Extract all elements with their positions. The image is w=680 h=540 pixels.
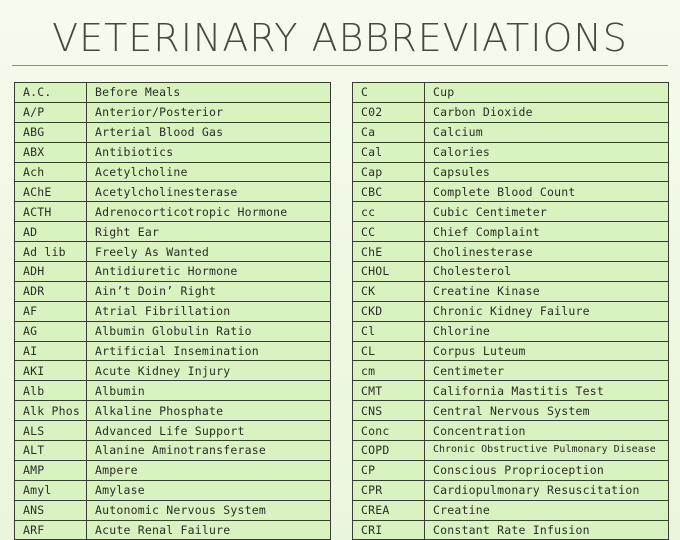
table-row bbox=[15, 83, 331, 103]
abbreviation-cell: C02 bbox=[353, 102, 425, 122]
meaning-cell: Cardiopulmonary Resuscitation bbox=[425, 480, 669, 500]
meaning-cell: Alanine Aminotransferase bbox=[87, 441, 331, 461]
page-title: VETERINARY ABBREVIATIONS bbox=[52, 16, 628, 60]
meaning-cell: Ampere bbox=[87, 460, 331, 480]
meaning-cell: Chronic Obstructive Pulmonary Disease bbox=[425, 441, 669, 461]
abbreviation-cell: AChE bbox=[15, 182, 87, 202]
abbreviation-cell: AI bbox=[15, 341, 87, 361]
meaning-cell: Calories bbox=[425, 142, 669, 162]
abbreviation-cell: ADR bbox=[15, 281, 87, 301]
abbreviation-cell: A.C. bbox=[15, 83, 87, 103]
abbreviation-table-right bbox=[352, 82, 669, 540]
table-row bbox=[15, 242, 331, 262]
table-row bbox=[15, 122, 331, 142]
abbreviation-cell: A/P bbox=[15, 102, 87, 122]
meaning-cell: California Mastitis Test bbox=[425, 381, 669, 401]
abbreviation-cell: CMT bbox=[353, 381, 425, 401]
meaning-cell: Artificial Insemination bbox=[87, 341, 331, 361]
abbreviation-cell: AMP bbox=[15, 460, 87, 480]
meaning-cell: Advanced Life Support bbox=[87, 421, 331, 441]
abbreviation-cell: CHOL bbox=[353, 262, 425, 282]
table-row bbox=[15, 361, 331, 381]
abbreviation-cell: Conc bbox=[353, 421, 425, 441]
abbreviation-cell: AG bbox=[15, 321, 87, 341]
table-row bbox=[353, 242, 669, 262]
table-row bbox=[15, 480, 331, 500]
meaning-cell: Cubic Centimeter bbox=[425, 202, 669, 222]
abbreviation-cell: Alk Phos bbox=[15, 401, 87, 421]
abbreviation-cell: CC bbox=[353, 222, 425, 242]
meaning-cell: Right Ear bbox=[87, 222, 331, 242]
meaning-cell: Complete Blood Count bbox=[425, 182, 669, 202]
table-row bbox=[353, 281, 669, 301]
meaning-cell: Calcium bbox=[425, 122, 669, 142]
table-row bbox=[353, 262, 669, 282]
abbreviation-cell: CL bbox=[353, 341, 425, 361]
meaning-cell: Amylase bbox=[87, 480, 331, 500]
table-row bbox=[15, 162, 331, 182]
table-row bbox=[15, 142, 331, 162]
table-row bbox=[15, 421, 331, 441]
meaning-cell: Autonomic Nervous System bbox=[87, 500, 331, 520]
meaning-cell: Albumin Globulin Ratio bbox=[87, 321, 331, 341]
meaning-cell: Cholinesterase bbox=[425, 242, 669, 262]
abbreviation-cell: Cap bbox=[353, 162, 425, 182]
meaning-cell: Capsules bbox=[425, 162, 669, 182]
abbreviation-cell: Ad lib bbox=[15, 242, 87, 262]
abbreviation-cell: ALT bbox=[15, 441, 87, 461]
meaning-cell: Acetylcholinesterase bbox=[87, 182, 331, 202]
meaning-cell: Albumin bbox=[87, 381, 331, 401]
table-row bbox=[15, 202, 331, 222]
table-row bbox=[353, 520, 669, 540]
abbreviation-cell: CREA bbox=[353, 500, 425, 520]
table-row bbox=[353, 301, 669, 321]
table-row bbox=[353, 162, 669, 182]
table-row bbox=[15, 102, 331, 122]
meaning-cell: Creatine Kinase bbox=[425, 281, 669, 301]
table-row bbox=[353, 460, 669, 480]
abbreviation-cell: Ach bbox=[15, 162, 87, 182]
table-row bbox=[15, 441, 331, 461]
table-row bbox=[15, 520, 331, 540]
meaning-cell: Freely As Wanted bbox=[87, 242, 331, 262]
abbreviation-cell: Cl bbox=[353, 321, 425, 341]
table-row bbox=[15, 281, 331, 301]
abbreviation-cell: CP bbox=[353, 460, 425, 480]
abbreviation-table-left bbox=[14, 82, 331, 540]
meaning-cell: Conscious Proprioception bbox=[425, 460, 669, 480]
abbreviation-cell: ChE bbox=[353, 242, 425, 262]
meaning-cell: Central Nervous System bbox=[425, 401, 669, 421]
abbreviation-cell: COPD bbox=[353, 441, 425, 461]
meaning-cell: Cholesterol bbox=[425, 262, 669, 282]
table-row bbox=[353, 222, 669, 242]
abbreviation-cell: ALS bbox=[15, 421, 87, 441]
table-row bbox=[353, 401, 669, 421]
abbreviation-cell: CNS bbox=[353, 401, 425, 421]
meaning-cell: Cup bbox=[425, 83, 669, 103]
meaning-cell: Antibiotics bbox=[87, 142, 331, 162]
table-row bbox=[353, 321, 669, 341]
abbreviation-cell: cm bbox=[353, 361, 425, 381]
meaning-cell: Atrial Fibrillation bbox=[87, 301, 331, 321]
meaning-cell: Creatine bbox=[425, 500, 669, 520]
table-row bbox=[353, 202, 669, 222]
meaning-cell: Before Meals bbox=[87, 83, 331, 103]
meaning-cell: Constant Rate Infusion bbox=[425, 520, 669, 540]
meaning-cell: Acute Kidney Injury bbox=[87, 361, 331, 381]
table-row bbox=[353, 500, 669, 520]
table-row bbox=[15, 262, 331, 282]
table-row bbox=[15, 460, 331, 480]
table-row bbox=[353, 102, 669, 122]
abbreviation-cell: CBC bbox=[353, 182, 425, 202]
abbreviation-cell: CPR bbox=[353, 480, 425, 500]
table-row bbox=[353, 182, 669, 202]
meaning-cell: Concentration bbox=[425, 421, 669, 441]
table-row bbox=[353, 83, 669, 103]
abbreviation-cell: Cal bbox=[353, 142, 425, 162]
table-row bbox=[353, 341, 669, 361]
table-row bbox=[15, 182, 331, 202]
abbreviation-cell: CKD bbox=[353, 301, 425, 321]
abbreviation-cell: cc bbox=[353, 202, 425, 222]
table-row bbox=[353, 122, 669, 142]
abbreviation-cell: CK bbox=[353, 281, 425, 301]
abbreviation-cell: Amyl bbox=[15, 480, 87, 500]
table-row bbox=[353, 421, 669, 441]
table-row bbox=[15, 401, 331, 421]
abbreviation-cell: ANS bbox=[15, 500, 87, 520]
meaning-cell: Centimeter bbox=[425, 361, 669, 381]
abbreviation-cell: ARF bbox=[15, 520, 87, 540]
abbreviation-cell: ACTH bbox=[15, 202, 87, 222]
meaning-cell: Chlorine bbox=[425, 321, 669, 341]
abbreviation-cell: AKI bbox=[15, 361, 87, 381]
table-row bbox=[353, 381, 669, 401]
abbreviation-cell: ABG bbox=[15, 122, 87, 142]
abbreviation-cell: CRI bbox=[353, 520, 425, 540]
table-row bbox=[353, 361, 669, 381]
abbreviation-cell: C bbox=[353, 83, 425, 103]
table-row bbox=[353, 142, 669, 162]
meaning-cell: Acetylcholine bbox=[87, 162, 331, 182]
table-row bbox=[353, 441, 669, 461]
meaning-cell: Alkaline Phosphate bbox=[87, 401, 331, 421]
meaning-cell: Arterial Blood Gas bbox=[87, 122, 331, 142]
abbreviation-cell: Ca bbox=[353, 122, 425, 142]
table-row bbox=[353, 480, 669, 500]
abbreviation-cell: ADH bbox=[15, 262, 87, 282]
meaning-cell: Anterior/Posterior bbox=[87, 102, 331, 122]
meaning-cell: Ain’t Doin’ Right bbox=[87, 281, 331, 301]
table-row bbox=[15, 500, 331, 520]
table-row bbox=[15, 341, 331, 361]
abbreviation-cell: AF bbox=[15, 301, 87, 321]
title-divider bbox=[12, 65, 668, 66]
table-row bbox=[15, 381, 331, 401]
meaning-cell: Adrenocorticotropic Hormone bbox=[87, 202, 331, 222]
meaning-cell: Chronic Kidney Failure bbox=[425, 301, 669, 321]
table-row bbox=[15, 222, 331, 242]
meaning-cell: Chief Complaint bbox=[425, 222, 669, 242]
table-row bbox=[15, 321, 331, 341]
meaning-cell: Carbon Dioxide bbox=[425, 102, 669, 122]
meaning-cell: Acute Renal Failure bbox=[87, 520, 331, 540]
meaning-cell: Corpus Luteum bbox=[425, 341, 669, 361]
abbreviation-cell: ABX bbox=[15, 142, 87, 162]
meaning-cell: Antidiuretic Hormone bbox=[87, 262, 331, 282]
abbreviation-cell: Alb bbox=[15, 381, 87, 401]
abbreviation-cell: AD bbox=[15, 222, 87, 242]
table-row bbox=[15, 301, 331, 321]
